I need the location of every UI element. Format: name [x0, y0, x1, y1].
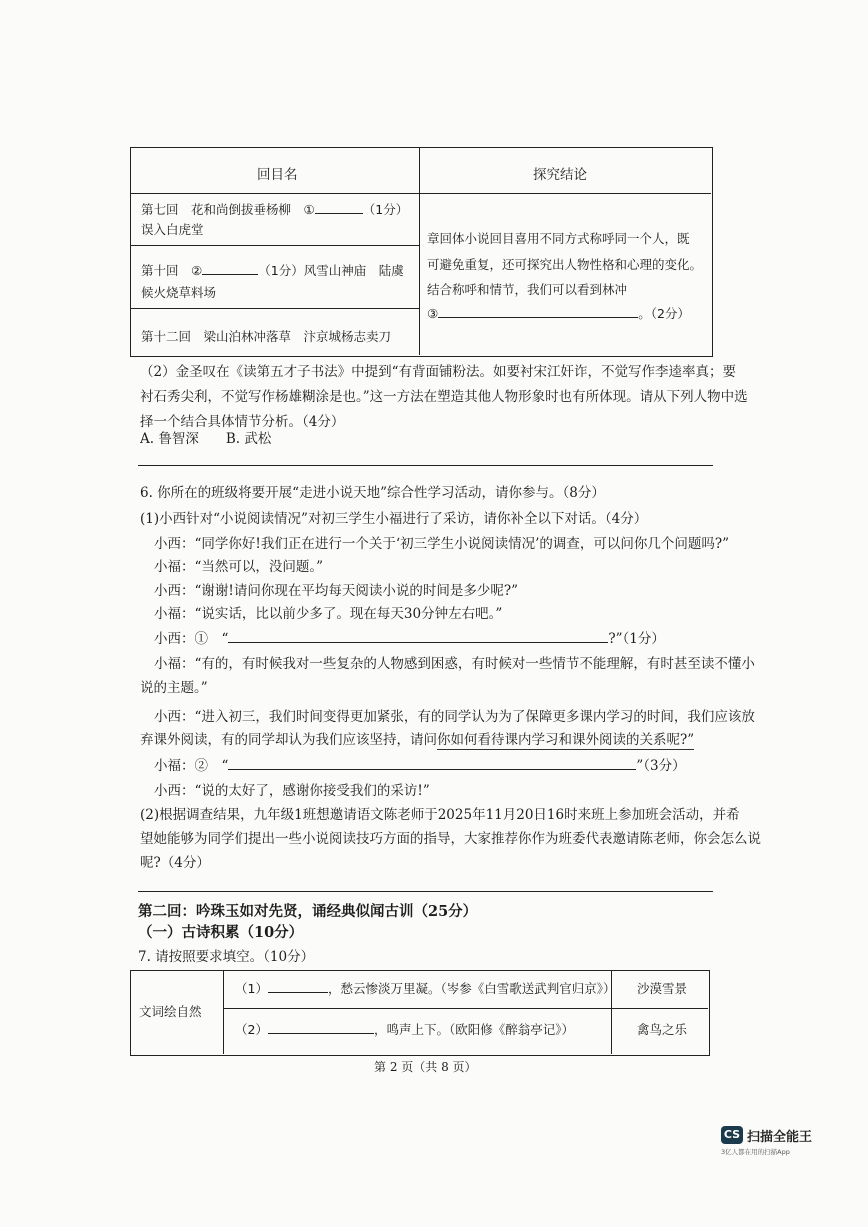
option-a[interactable]: A. 鲁智深: [140, 431, 199, 447]
answer-blank-q6-1[interactable]: [228, 630, 608, 643]
dialogue-9: 小西：“说的太好了，感谢你接受我们的采访!”: [154, 783, 430, 799]
q7-title: 7. 请按照要求填空。（10分）: [138, 949, 315, 965]
poetry-fill-table: [130, 970, 710, 1056]
poem-tag-2: 禽鸟之乐: [637, 1022, 688, 1037]
dialogue-6-line2: 说的主题。”: [140, 680, 208, 696]
poem-row-1: （1） ，愁云惨淡万里凝。（岑参《白雪歌送武判官归京》）: [235, 981, 616, 996]
answer-blank-poem-1[interactable]: [268, 980, 328, 993]
q6-sub1: (1)小西针对“小说阅读情况”对初三学生小福进行了采访，请你补全以下对话。（4分）: [140, 511, 648, 527]
q5-2-options: [140, 430, 271, 448]
q6-sub2-line3: 呢?（4分）: [140, 855, 210, 871]
table-divider: [131, 193, 711, 194]
dialogue-2: 小福：“当然可以，没问题。”: [154, 559, 324, 575]
table-divider: [223, 1008, 708, 1009]
answer-blank-2[interactable]: [202, 262, 258, 275]
q6-title: 6. 你所在的班级将要开展“走进小说天地”综合性学习活动，请你参与。（8分）: [140, 485, 605, 501]
dialogue-3: 小西：“谢谢!请问你现在平均每天阅读小说的时间是多少呢?”: [154, 583, 518, 599]
dialogue-7-line1: 小西：“进入初三，我们时间变得更加紧张，有的同学认为为了保障更多课内学习的时间，我们应该放: [154, 709, 755, 725]
part2-title: 第二回：吟珠玉如对先贤，诵经典似闻古训（25分）: [138, 903, 478, 920]
row2-line1: 第十回 ② （1分）风雪山神庙 陆虞: [141, 263, 404, 278]
dialogue-5: 小西：① “ ?”（1分）: [154, 631, 665, 647]
q5-2-line2: 衬石秀尖利，不觉写作杨雄糊涂是也。”这一方法在塑造其他人物形象时也有所体现。请从下列人物中选: [140, 389, 748, 405]
dialogue-6-line1: 小福：“有的，有时候我对一些复杂的人物感到困惑，有时候对一些情节不能理解，有时甚至读不懂小: [154, 656, 755, 672]
chapter-title-table: [130, 147, 713, 357]
row2-line2: 候火烧草料场: [141, 285, 217, 300]
answer-blank-q6-2[interactable]: [228, 757, 636, 770]
answer-blank-3[interactable]: [438, 305, 638, 318]
conclusion-line4: ③ 。（2分）: [427, 306, 690, 321]
option-b[interactable]: B. 武松: [225, 431, 272, 447]
table-divider: [223, 971, 224, 1054]
answer-line[interactable]: [138, 891, 713, 892]
conclusion-line2: 可避免重复，还可探究出人物性格和心理的变化。: [427, 257, 703, 272]
answer-blank-poem-2[interactable]: [268, 1021, 374, 1034]
dialogue-4: 小福：“说实话，比以前少多了。现在每天30分钟左右吧。”: [154, 606, 503, 622]
conclusion-line1: 章回体小说回目喜用不同方式称呼同一个人，既: [427, 231, 690, 246]
page-number: 第 2 页（共 8 页）: [374, 1060, 477, 1074]
dialogue-8: 小福：② “ ”（3分）: [154, 758, 686, 774]
answer-line[interactable]: [138, 465, 713, 466]
category-label: 文词绘自然: [139, 1004, 202, 1019]
conclusion-line3: 结合称呼和情节，我们可以看到林冲: [427, 282, 628, 297]
table-divider: [131, 308, 419, 309]
row1-line2: 误入白虎堂: [141, 222, 204, 237]
row3: 第十二回 梁山泊林冲落草 汴京城杨志卖刀: [141, 329, 392, 344]
poem-tag-1: 沙漠雪景: [637, 981, 688, 996]
q6-sub2-line1: (2)根据调查结果，九年级1班想邀请语文陈老师于2025年11月20日16时来班上参加班会活动，并希: [140, 807, 740, 823]
table-divider: [131, 245, 419, 246]
dialogue-7-line2: 弃课外阅读，有的同学却认为我们应该坚持，请问你如何看待课内学习和课外阅读的关系呢?”: [140, 732, 695, 748]
table-header-chapter: 回目名: [257, 167, 298, 183]
app-tagline: 3亿人都在用的扫描App: [721, 1148, 790, 1156]
table-divider: [419, 148, 420, 355]
part2-section: （一）古诗积累（10分）: [138, 924, 304, 941]
q6-sub2-line2: 望她能够为同学们提出一些小说阅读技巧方面的指导，大家推荐你作为班委代表邀请陈老师，你会怎么说: [140, 831, 761, 847]
app-name: 扫描全能王: [747, 1130, 813, 1145]
answer-blank-1[interactable]: [315, 201, 363, 214]
table-header-conclusion: 探究结论: [533, 167, 587, 183]
q5-2-line1: （2）金圣叹在《读第五才子书法》中提到“有背面铺粉法。如要衬宋江奸诈，不觉写作李逵率真；要: [140, 364, 736, 380]
row1-line1: 第七回 花和尚倒拔垂杨柳 ① （1分）: [141, 202, 409, 217]
dialogue-1: 小西：“同学你好!我们正在进行一个关于‘初三学生小说阅读情况’的调查，可以问你几个问题吗?”: [154, 536, 730, 552]
poem-row-2: （2） ，鸣声上下。（欧阳修《醉翁亭记》）: [235, 1022, 574, 1037]
camscanner-logo-icon: CS: [721, 1126, 743, 1144]
underlined-question: 你如何看待课内学习和课外阅读的关系呢?”: [437, 732, 695, 748]
q5-2-line3: 择一个结合具体情节分析。（4分）: [140, 414, 345, 430]
